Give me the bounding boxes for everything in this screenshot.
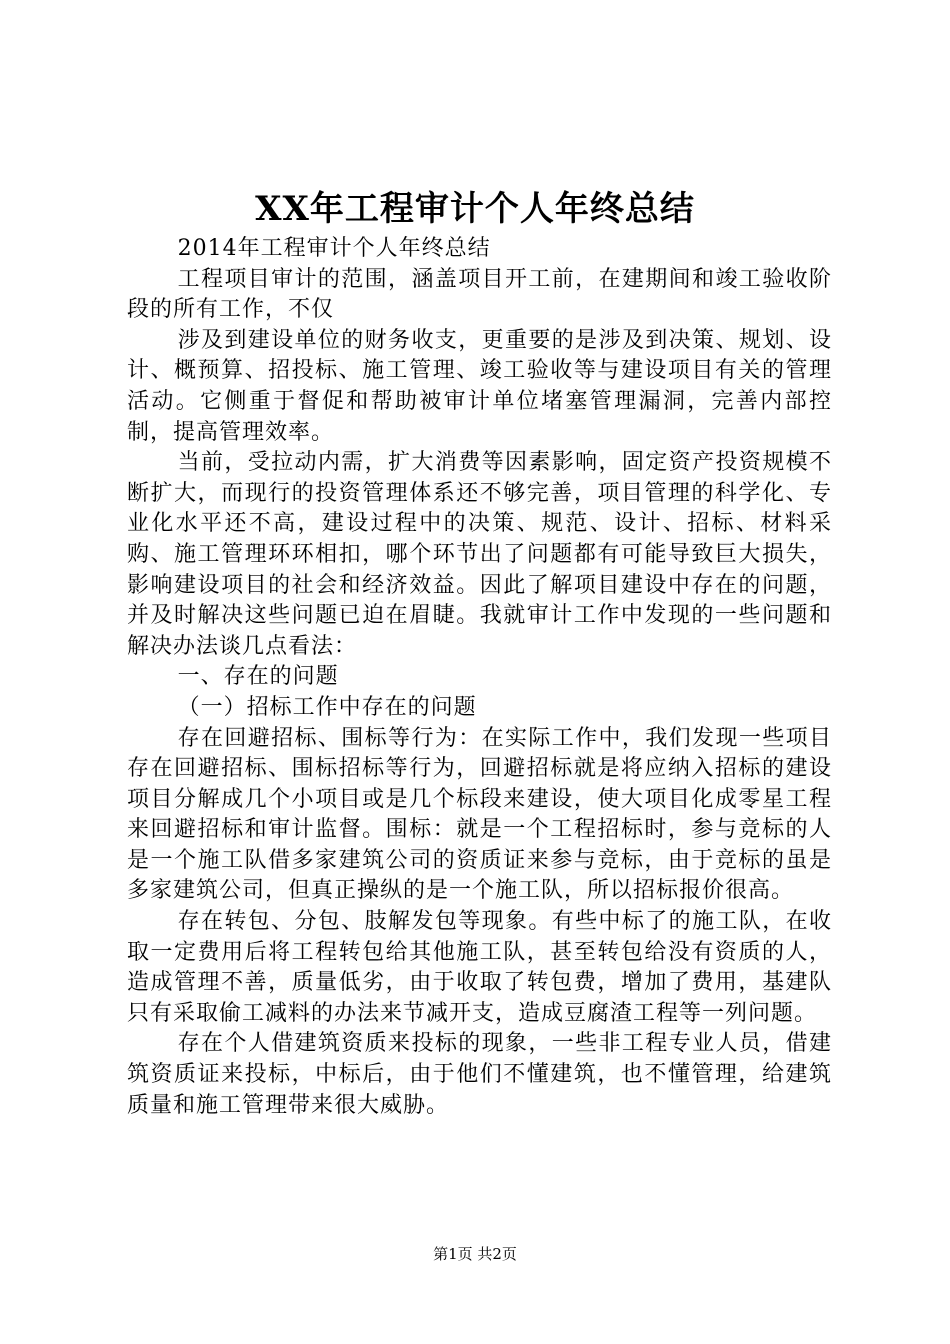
document-title: XX年工程审计个人年终总结 [255,189,695,229]
section-heading-problems: 一、存在的问题 [177,664,339,690]
paragraph-borrowed-qualification: 存在个人借建筑资质来投标的现象，一些非工程专业人员，借建筑资质证来投标，中标后，由于他们不懂建筑，也不懂管理，给建筑质量和施工管理带来很大威胁。 [127,1031,832,1118]
page-number: 第1页 共2页 [433,1245,517,1263]
paragraph-subcontracting: 存在转包、分包、肢解发包等现象。有些中标了的施工队，在收取一定费用后将工程转包给其他施工队，甚至转包给没有资质的人，造成管理不善，质量低劣，由于收取了转包费，增加了费用，基建队只有采取偷工减料的办法来节减开支，造成豆腐渣工程等一列问题。 [127,909,832,1026]
paragraph-subtitle: 2014年工程审计个人年终总结 [177,236,491,261]
paragraph-audit-scope: 工程项目审计的范围，涵盖项目开工前，在建期间和竣工验收阶段的所有工作，不仅 [127,266,832,323]
subsection-heading-bidding: （一）招标工作中存在的问题 [177,694,477,720]
document-body [127,234,832,1121]
paragraph-audit-content: 涉及到建设单位的财务收支，更重要的是涉及到决策、规划、设计、概预算、招投标、施工管理、竣工验收等与建设项目有关的管理活动。它侧重于督促和帮助被审计单位堵塞管理漏洞，完善内部控制，提高管理效率。 [127,327,832,445]
paragraph-current-situation: 当前，受拉动内需，扩大消费等因素影响，固定资产投资规模不断扩大，而现行的投资管理体系还不够完善，项目管理的科学化、专业化水平还不高，建设过程中的决策、规范、设计、招标、材料采购、施工管理环环相扣，哪个环节出了问题都有可能导致巨大损失，影响建设项目的社会和经济效益。因此了解项目建设中存在的问题，并及时解决这些问题已迫在眉睫。我就审计工作中发现的一些问题和解决办法谈几点看法： [127,450,832,659]
paragraph-avoid-bidding: 存在回避招标、围标等行为：在实际工作中，我们发现一些项目存在回避招标、围标招标等行为，回避招标就是将应纳入招标的建设项目分解成几个小项目或是几个标段来建设，使大项目化成零星工程来回避招标和审计监督。围标：就是一个工程招标时，参与竞标的人是一个施工队借多家建筑公司的资质证来参与竞标，由于竞标的虽是多家建筑公司，但真正操纵的是一个施工队，所以招标报价很高。 [127,725,832,904]
page-footer [0,1244,950,1264]
